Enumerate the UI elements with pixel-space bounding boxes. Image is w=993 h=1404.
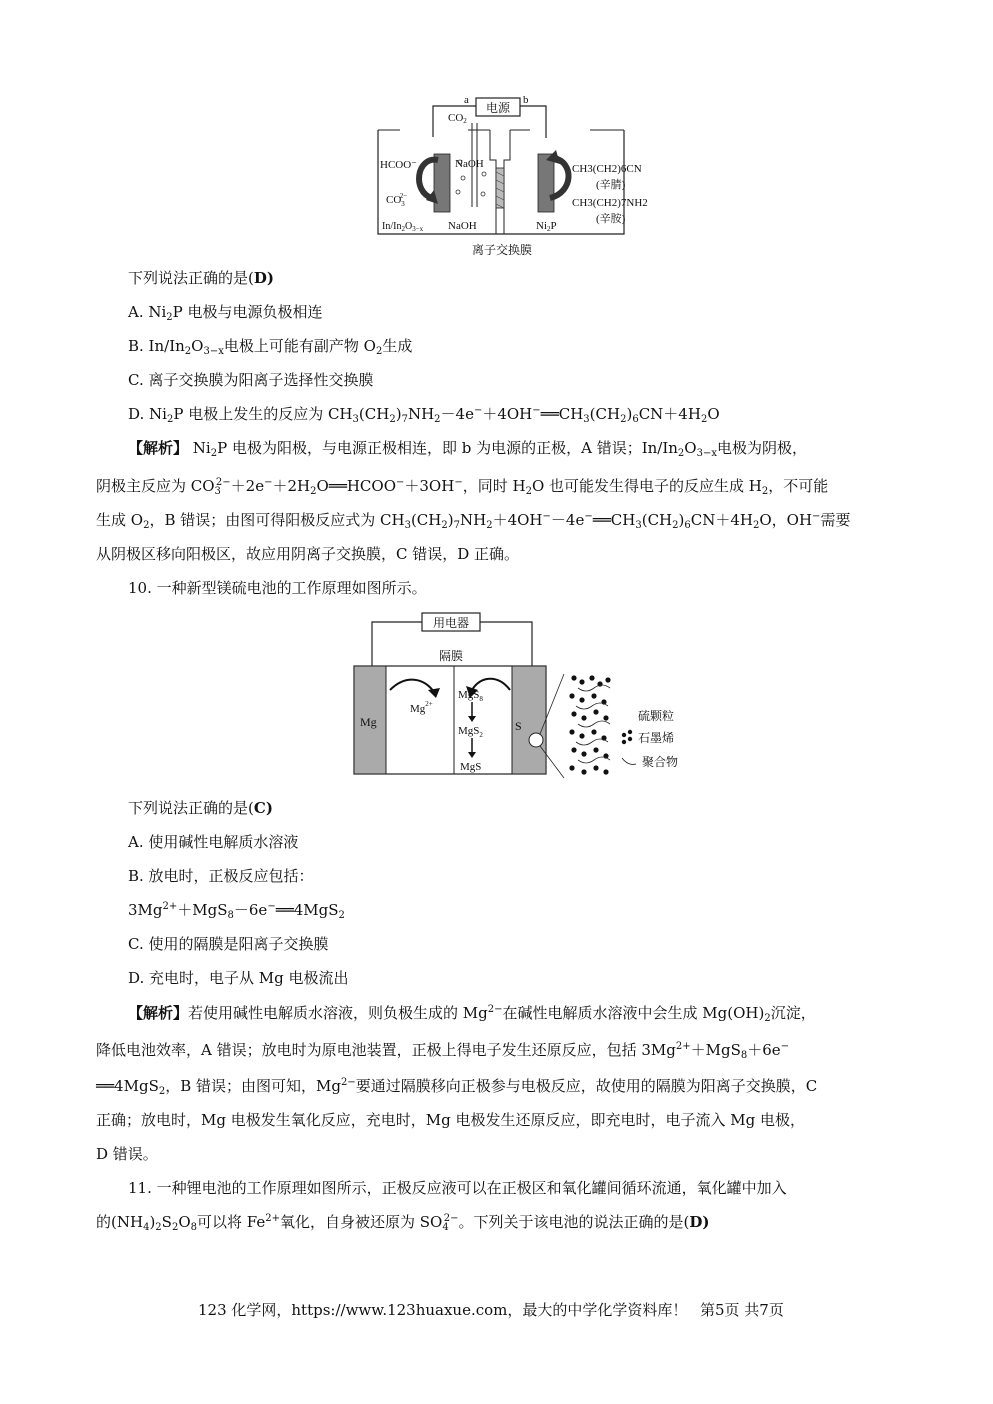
q9-option-d: D. $Ni_2P$ 电极上发生的反应为 $CH_3(CH_2)_7NH_2-4e^-+4OH^-══CH_3(CH_2)_6CN+4H_2O$ [128, 405, 720, 425]
q10-option-c: C. 使用的隔膜是阳离子交换膜 [128, 935, 329, 953]
q9-option-b: B. $In/In_2O_{3-x}$电极上可能有副产物 $O_2$生成 [128, 337, 413, 357]
terminal-b: b [523, 94, 529, 106]
q10-option-d: D. 充电时，电子从 Mg 电极流出 [128, 969, 349, 987]
q10-equation: $3Mg^{2+}+MgS_8-6e^-══4MgS_2$ [128, 901, 345, 921]
terminal-a: a [464, 94, 469, 106]
mgs8-label: MgS$_8$ [458, 689, 483, 703]
ni2p-label: Ni2P [536, 220, 557, 233]
q9-option-a: A. $Ni_2P$ 电极与电源负极相连 [128, 303, 323, 323]
octylamine-name: (辛胺) [596, 213, 626, 225]
q9-explanation-line2: 阴极主反应为 $CO_3^{2-}+2e^-+2H_2O══HCOO^-+3OH^-$，同时 $H_2O$ 也可能发生得电子的反应生成 $H_2$，不可能 [96, 477, 829, 497]
q9-prompt: 下列说法正确的是(D) [128, 269, 274, 287]
q10-explanation-line5: D 错误。 [96, 1145, 158, 1163]
q10-option-a: A. 使用碱性电解质水溶液 [128, 833, 299, 851]
q10-explanation-line1: 【解析】若使用碱性电解质水溶液，则负极生成的 $Mg^{2-}$在碱性电解质水溶液中会生成 $Mg(OH)_2$沉淀， [128, 1004, 816, 1024]
electrolysis-diagram [368, 92, 648, 262]
q9-explanation-line1: 【解析】 $Ni_2P$ 电极为阳极，与电源正极相连，即 b 为电源的正极，A 错误；$In/In_2O_{3-x}$电极为阴极， [128, 439, 808, 459]
octanenitrile-formula: CH3(CH2)6CN [572, 163, 642, 175]
octanenitrile-name: (辛腈) [596, 179, 626, 191]
mgs-label: MgS [460, 761, 482, 773]
device-label: 用电器 [432, 616, 470, 630]
mg-electrode-label: Mg [360, 715, 377, 729]
s-electrode-label: S [515, 719, 522, 733]
separator-label: 隔膜 [438, 649, 464, 663]
naoh-bottom-label: NaOH [448, 220, 477, 232]
q9-option-c: C. 离子交换膜为阳离子选择性交换膜 [128, 371, 374, 389]
q10-explanation-line4: 正确；放电时，Mg 电极发生氧化反应，充电时，Mg 电极发生还原反应，即充电时，电子流入 Mg 电极， [96, 1111, 805, 1129]
polymer-legend: 聚合物 [642, 755, 679, 769]
sulfur-particle-legend: 硫颗粒 [638, 709, 675, 723]
q10-title: 10. 一种新型镁硫电池的工作原理如图所示。 [128, 579, 427, 597]
naoh-top-label: NaOH [455, 158, 484, 170]
footer-site-text: 123 化学网，https://www.123huaxue.com，最大的中学化学资料库！ [198, 1301, 688, 1319]
power-label: 电源 [485, 101, 511, 115]
q11-line2: 的$(NH_4)_2S_2O_8$可以将 $Fe^{2+}$氧化，自身被还原为 $SO_4^{2-}$。下列关于该电池的说法正确的是(D) [96, 1213, 710, 1233]
co3-label: $CO_32-$ [386, 192, 408, 208]
q11-line1: 11. 一种锂电池的工作原理如图所示，正极反应液可以在正极区和氧化罐间循环流通，氧化罐中加入 [128, 1179, 787, 1197]
q10-prompt: 下列说法正确的是(C) [128, 799, 273, 817]
q10-explanation-line3: ══4MgS$_2$，B 错误；由图可知，$Mg^{2-}$要通过隔膜移向正极参与电极反应，故使用的隔膜为阳离子交换膜，C [96, 1077, 818, 1097]
graphene-legend: 石墨烯 [638, 731, 675, 745]
q10-option-b: B. 放电时，正极反应包括： [128, 867, 314, 885]
q9-explanation-line4: 从阴极区移向阳极区，故应用阴离子交换膜，C 错误，D 正确。 [96, 545, 520, 563]
footer-page-number: 第5页 共7页 [700, 1301, 784, 1319]
hcoo-label: HCOO⁻ [380, 159, 417, 171]
mg-ion-label: $Mg^{2+}$ [410, 700, 433, 715]
mgs2-label: MgS$_2$ [458, 725, 483, 739]
q10-explanation-line2: 降低电池效率，A 错误；放电时为原电池装置，正极上得电子发生还原反应，包括 $3Mg^{2+}+MgS_8+6e^-$ [96, 1041, 790, 1061]
cathode-label: $In/In_2O_{3-x}$ [382, 221, 424, 233]
membrane-label: 离子交换膜 [471, 243, 533, 257]
octylamine-formula: CH3(CH2)7NH2 [572, 197, 648, 209]
battery-diagram [350, 608, 690, 784]
q9-explanation-line3: 生成 $O_2$，B 错误；由图可得阳极反应式为 $CH_3(CH_2)_7NH_2+4OH^--4e^-══CH_3(CH_2)_6CN+4H_2O$，OH−需要 [96, 511, 851, 531]
co2-label: CO2 [448, 112, 467, 125]
